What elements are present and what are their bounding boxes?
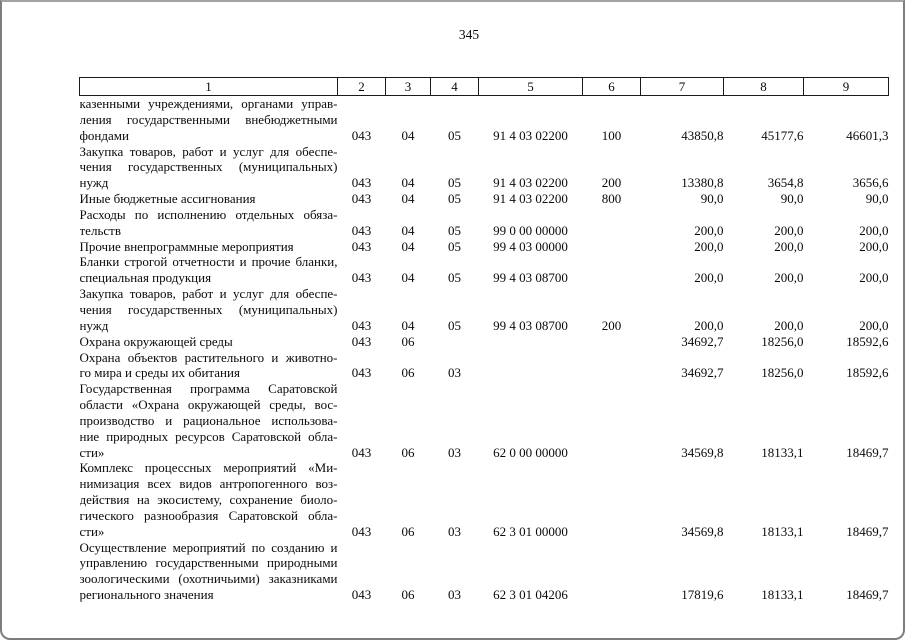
row-value-cell-col8: 18133,1	[761, 523, 804, 539]
table-row	[80, 254, 889, 286]
row-title-line: Охрана окружающей среды	[79, 333, 233, 349]
row-value-cell-col3: 04	[401, 238, 415, 254]
row-title-line: ления государственными внебюджетными	[79, 111, 338, 127]
row-value-cell-col9: 90,0	[865, 191, 889, 207]
row-title-cell	[80, 286, 338, 334]
row-value-cell-col6: 100	[601, 127, 622, 143]
row-value-cell-col8: 45177,6	[761, 127, 804, 143]
row-value-cell-col7: 200,0	[694, 238, 724, 254]
row-title-line: Осуществление мероприятий по созданию и	[79, 539, 338, 555]
row-value-cell-col5: 91 4 03 02200	[493, 175, 568, 191]
row-value-cell-col2: 043	[351, 317, 372, 333]
header-cell-6: 6	[583, 78, 641, 96]
row-title-line: Бланки строгой отчетности и прочие бланки,	[79, 254, 338, 270]
table-row	[80, 540, 889, 603]
row-title-cell	[80, 239, 338, 255]
row-value-cell-col5: 99 4 03 08700	[493, 270, 568, 286]
row-title-cell	[80, 96, 338, 144]
row-title-line: действия на экосистему, сохранение биоло-	[79, 492, 338, 508]
row-value-cell-col6	[583, 540, 641, 603]
row-value-cell-col8: 18133,1	[761, 587, 804, 603]
row-value-cell-col3: 06	[401, 587, 415, 603]
row-value-cell-col5: 62 3 01 00000	[493, 523, 568, 539]
row-value-cell-col5: 99 0 00 00000	[493, 222, 568, 238]
table-row	[80, 191, 889, 207]
row-title-line: Закупка товаров, работ и услуг для обеспе-	[79, 286, 338, 302]
header-cell-3: 3	[386, 78, 431, 96]
table-row	[80, 334, 889, 350]
row-title-cell	[80, 381, 338, 460]
row-value-cell-col9: 46601,3	[846, 127, 889, 143]
row-value-cell-col4: 05	[448, 270, 461, 286]
row-title-line: зоологическими (охотничьими) заказниками	[79, 571, 338, 587]
row-value-cell-col7: 34569,8	[681, 444, 724, 460]
row-value-cell-col7: 34569,8	[681, 523, 724, 539]
row-value-cell-col5	[479, 334, 583, 350]
row-title-cell	[80, 350, 338, 382]
header-cell-5: 5	[479, 78, 583, 96]
row-value-cell-col6	[583, 350, 641, 382]
row-title-line: сти»	[79, 523, 105, 539]
row-title-cell	[80, 144, 338, 192]
row-title-line: специальная продукция	[79, 270, 212, 286]
row-title-line: нимизация всех видов антропогенного воз-	[79, 476, 338, 492]
row-title-line: области «Охрана окружающей среды, вос-	[79, 397, 338, 413]
row-value-cell-col5: 62 0 00 00000	[493, 444, 568, 460]
budget-expenditure-table	[79, 77, 889, 603]
row-value-cell-col3: 04	[401, 191, 415, 207]
row-value-cell-col9: 200,0	[859, 222, 889, 238]
row-title-line: сти»	[79, 444, 105, 460]
row-value-cell-col7: 200,0	[694, 270, 724, 286]
row-value-cell-col5: 91 4 03 02200	[493, 191, 568, 207]
row-value-cell-col5: 99 4 03 08700	[493, 317, 568, 333]
row-value-cell-col7: 43850,8	[681, 127, 724, 143]
row-value-cell-col2: 043	[351, 333, 372, 349]
row-title-line: Иные бюджетные ассигнования	[79, 191, 256, 207]
row-value-cell-col9: 200,0	[859, 270, 889, 286]
row-value-cell-col2: 043	[351, 222, 372, 238]
row-value-cell-col3: 06	[401, 333, 415, 349]
row-value-cell-col9: 3656,6	[852, 175, 889, 191]
table-row	[80, 96, 889, 144]
row-value-cell-col3: 06	[401, 444, 415, 460]
row-value-cell-col3: 04	[401, 270, 415, 286]
table-body	[80, 96, 889, 604]
row-value-cell-col8: 18256,0	[761, 333, 804, 349]
row-title-line: гического разнообразия Саратовской обла-	[79, 507, 338, 523]
header-cell-4: 4	[431, 78, 479, 96]
row-value-cell-col2: 043	[351, 191, 372, 207]
row-title-line: производство и рациональное использова-	[79, 412, 338, 428]
row-value-cell-col9: 18469,7	[846, 587, 889, 603]
row-value-cell-col2: 043	[351, 238, 372, 254]
row-title-line: Комплекс процессных мероприятий «Ми-	[79, 460, 338, 476]
row-value-cell-col7: 34692,7	[681, 333, 724, 349]
row-value-cell-col5: 62 3 01 04206	[493, 587, 568, 603]
row-value-cell-col8: 200,0	[774, 238, 804, 254]
row-value-cell-col8: 200,0	[774, 222, 804, 238]
row-value-cell-col4: 03	[448, 444, 461, 460]
row-value-cell-col3: 04	[401, 175, 415, 191]
row-title-cell	[80, 460, 338, 539]
row-value-cell-col4: 03	[448, 587, 461, 603]
row-value-cell-col3: 04	[401, 222, 415, 238]
row-title-line: го мира и среды их обитания	[79, 365, 240, 381]
row-value-cell-col8: 200,0	[774, 317, 804, 333]
row-value-cell-col9: 18592,6	[846, 365, 889, 381]
header-cell-7: 7	[641, 78, 724, 96]
row-title-cell	[80, 254, 338, 286]
row-value-cell-col6	[583, 239, 641, 255]
row-value-cell-col3: 04	[401, 127, 415, 143]
row-title-cell	[80, 540, 338, 603]
row-value-cell-col7: 34692,7	[681, 365, 724, 381]
row-value-cell-col7: 200,0	[694, 317, 724, 333]
table-row	[80, 207, 889, 239]
row-value-cell-col8: 200,0	[774, 270, 804, 286]
row-title-line: нужд	[79, 317, 109, 333]
table-header	[80, 78, 889, 96]
row-title-line: фондами	[79, 127, 129, 143]
row-value-cell-col2: 043	[351, 523, 372, 539]
row-value-cell-col6	[583, 381, 641, 460]
row-value-cell-col2: 043	[351, 587, 372, 603]
row-value-cell-col6: 800	[601, 191, 622, 207]
table-row	[80, 144, 889, 192]
header-cell-2: 2	[338, 78, 386, 96]
row-value-cell-col3: 06	[401, 523, 415, 539]
row-value-cell-col5	[479, 350, 583, 382]
row-title-line: Расходы по исполнению отдельных обяза-	[79, 206, 338, 222]
row-value-cell-col9: 18469,7	[846, 523, 889, 539]
row-value-cell-col8: 18133,1	[761, 444, 804, 460]
row-title-line: ние природных ресурсов Саратовской обла-	[79, 428, 338, 444]
row-value-cell-col7: 200,0	[694, 222, 724, 238]
row-title-line: регионального значения	[79, 587, 214, 603]
table-row	[80, 350, 889, 382]
row-value-cell-col6	[583, 334, 641, 350]
row-value-cell-col7: 13380,8	[681, 175, 724, 191]
row-title-line: управлению государственными природными	[79, 555, 338, 571]
row-value-cell-col8: 18256,0	[761, 365, 804, 381]
row-value-cell-col2: 043	[351, 127, 372, 143]
table-row	[80, 460, 889, 539]
row-value-cell-col2: 043	[351, 365, 372, 381]
row-value-cell-col9: 18592,6	[846, 333, 889, 349]
row-value-cell-col4: 05	[448, 317, 461, 333]
row-title-line: Прочие внепрограммные мероприятия	[79, 238, 294, 254]
table-row	[80, 239, 889, 255]
row-value-cell-col3: 06	[401, 365, 415, 381]
row-value-cell-col4	[431, 334, 479, 350]
row-title-line: Закупка товаров, работ и услуг для обеспе-	[79, 143, 338, 159]
row-value-cell-col2: 043	[351, 175, 372, 191]
row-value-cell-col2: 043	[351, 444, 372, 460]
row-title-line: тельств	[79, 222, 121, 238]
page-number: 345	[458, 27, 480, 42]
row-value-cell-col7: 90,0	[700, 191, 724, 207]
row-value-cell-col6: 200	[601, 175, 622, 191]
row-value-cell-col4: 05	[448, 222, 461, 238]
row-title-line: чения государственных (муниципальных)	[79, 301, 338, 317]
row-value-cell-col5: 99 4 03 00000	[493, 238, 568, 254]
row-value-cell-col9: 200,0	[859, 317, 889, 333]
row-value-cell-col4: 05	[448, 191, 461, 207]
row-value-cell-col6: 200	[601, 317, 622, 333]
row-value-cell-col9: 18469,7	[846, 444, 889, 460]
row-title-line: казенными учреждениями, органами управ-	[79, 96, 338, 111]
row-value-cell-col6	[583, 254, 641, 286]
row-title-cell	[80, 191, 338, 207]
row-value-cell-col4: 05	[448, 175, 461, 191]
row-value-cell-col8: 90,0	[780, 191, 804, 207]
row-title-cell	[80, 207, 338, 239]
row-value-cell-col9: 200,0	[859, 238, 889, 254]
header-cell-1: 1	[80, 78, 338, 96]
row-value-cell-col4: 03	[448, 365, 461, 381]
row-value-cell-col4: 03	[448, 523, 461, 539]
table-row	[80, 381, 889, 460]
row-title-line: чения государственных (муниципальных)	[79, 159, 338, 175]
header-cell-8: 8	[724, 78, 804, 96]
row-value-cell-col4: 05	[448, 127, 461, 143]
row-title-cell	[80, 334, 338, 350]
header-cell-9: 9	[804, 78, 889, 96]
row-value-cell-col6	[583, 207, 641, 239]
row-value-cell-col6	[583, 460, 641, 539]
table-row	[80, 286, 889, 334]
row-title-line: Государственная программа Саратовской	[79, 381, 338, 397]
row-value-cell-col3: 04	[401, 317, 415, 333]
table-header-row	[80, 78, 889, 96]
row-title-line: Охрана объектов растительного и животно-	[79, 349, 338, 365]
row-value-cell-col8: 3654,8	[767, 175, 804, 191]
row-value-cell-col2: 043	[351, 270, 372, 286]
row-value-cell-col4: 05	[448, 238, 461, 254]
row-value-cell-col5: 91 4 03 02200	[493, 127, 568, 143]
row-title-line: нужд	[79, 175, 109, 191]
row-value-cell-col7: 17819,6	[681, 587, 724, 603]
